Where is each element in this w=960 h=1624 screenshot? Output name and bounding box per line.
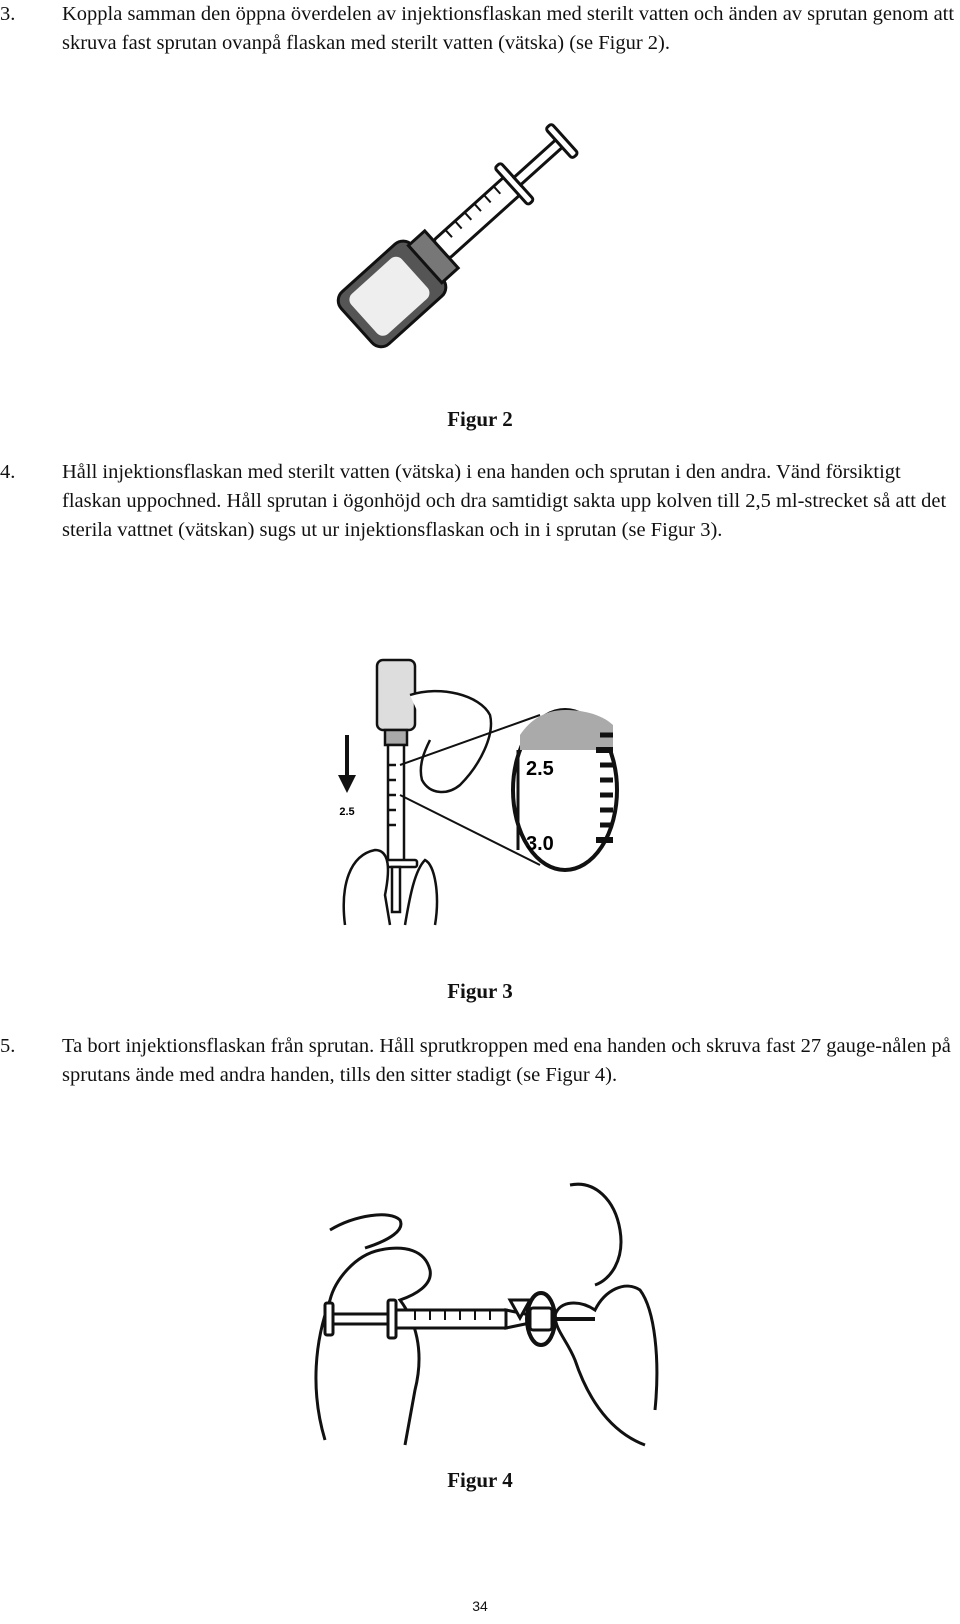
step-number: 4. [0, 461, 16, 483]
step-number: 3. [0, 3, 16, 25]
figure-3-caption: Figur 3 [447, 979, 513, 1003]
syringe-plunger [333, 1314, 388, 1324]
figure-2-syringe-on-vial [300, 95, 600, 360]
figure-4-caption: Figur 4 [447, 1468, 513, 1492]
syringe-barrel [388, 745, 404, 865]
zoom-label-3-0: 3.0 [526, 833, 554, 855]
left-hand [316, 1248, 430, 1445]
step-4 [0, 458, 958, 545]
right-finger [570, 1184, 621, 1285]
figure-4-attaching-needle [305, 1160, 665, 1450]
figure-2-caption: Figur 2 [447, 407, 513, 431]
step-number: 5. [0, 1035, 16, 1057]
figure-3-drawing-up-water [330, 655, 620, 930]
zoom-label-2-5: 2.5 [526, 758, 554, 780]
page-number: 34 [472, 1598, 488, 1614]
upper-hand [410, 691, 491, 792]
syringe-plunger [514, 139, 564, 185]
down-arrow-icon [338, 735, 356, 793]
step-5 [0, 1032, 958, 1090]
lower-hand-right [405, 860, 437, 925]
arrow-label: 2.5 [339, 806, 355, 818]
step-3 [0, 0, 958, 58]
syringe-barrel [433, 177, 520, 258]
step-text: Ta bort injektionsflaskan från sprutan. Håll sprutkroppen med ena handen och skruva fast 27 gauge-nålen på sprutans ände med andra handen, tills den sitter stadigt (se Figur 4). [62, 1035, 951, 1086]
right-hand [555, 1286, 657, 1445]
lower-hand-left [344, 850, 390, 925]
step-text: Håll injektionsflaskan med sterilt vatten (vätska) i ena handen och sprutan i den andra. Vänd försiktigt flaskan uppochned. Håll sprutan i ögonhöjd och dra samtidigt sakta upp kolven till 2,5 ml-strecket så att det sterila vattnet (vätskan) sugs ut ur injektionsflaskan och in i sprutan (se Figur 3). [62, 461, 947, 541]
needle-hub [530, 1308, 552, 1330]
left-thumb [330, 1215, 401, 1248]
inverted-vial [377, 660, 415, 730]
step-text: Koppla samman den öppna överdelen av injektionsflaskan med sterilt vatten och änden av sprutan genom att skruva fast sprutan ovanpå flaskan med sterilt vatten (vätska) (se Figur 2). [62, 3, 955, 54]
